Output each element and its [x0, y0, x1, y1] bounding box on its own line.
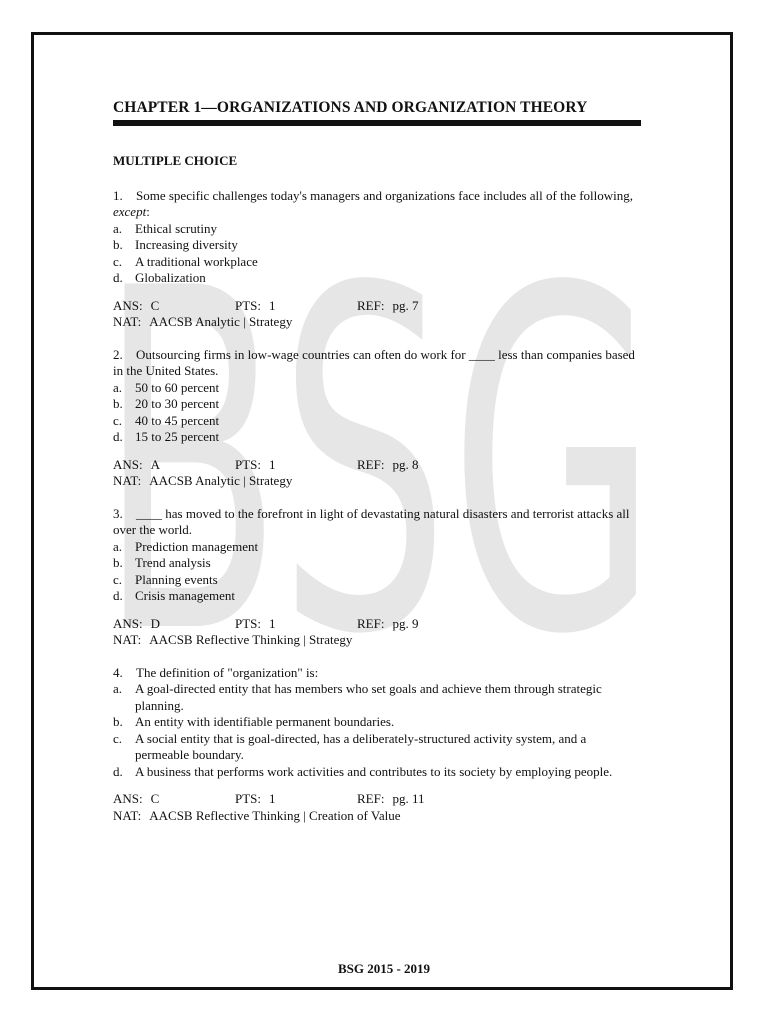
option-a: [113, 539, 643, 556]
option-text: Prediction management: [135, 538, 259, 554]
answer-row: [113, 616, 643, 633]
option-letter: a.: [113, 220, 123, 236]
option-c: [113, 572, 643, 589]
answer-meta: [113, 298, 643, 331]
question-stem: [113, 665, 643, 682]
option-letter: b.: [113, 555, 123, 570]
option-letter: b.: [113, 396, 123, 411]
question-number: 2.: [113, 346, 123, 362]
option-text: Ethical scrutiny: [135, 220, 217, 236]
question-list: [113, 188, 643, 825]
question-text: Outsourcing firms in low-wage countries can often do work for ____ less than companies based in the United States.: [113, 346, 635, 378]
option-text: Trend analysis: [135, 555, 211, 570]
ref-label: REF:: [357, 456, 385, 472]
option-letter: b.: [113, 714, 123, 729]
ans-field: [113, 616, 235, 633]
option-list: [113, 380, 643, 446]
pts-label: PTS:: [235, 791, 262, 806]
option-text: Globalization: [135, 270, 206, 285]
ref-value: pg. 9: [392, 615, 419, 631]
option-letter: d.: [113, 270, 123, 285]
section-heading: MULTIPLE CHOICE: [113, 153, 238, 168]
ref-label: REF:: [357, 791, 385, 806]
option-b: [113, 555, 643, 572]
option-text: 40 to 45 percent: [135, 412, 220, 428]
option-letter: d.: [113, 429, 123, 444]
ans-value: C: [150, 791, 160, 806]
document-body: [113, 98, 643, 824]
nat-row: [113, 473, 643, 490]
option-text: An entity with identifiable permanent boundaries.: [135, 714, 395, 729]
question-stem: [113, 506, 643, 539]
question-text-end: :: [146, 204, 150, 219]
option-b: [113, 237, 643, 254]
ans-value: C: [150, 297, 160, 313]
nat-row: [113, 632, 643, 649]
answer-row: [113, 457, 643, 474]
option-text: Planning events: [135, 571, 218, 587]
pts-label: PTS:: [235, 615, 262, 631]
page-footer: BSG 2015 - 2019: [337, 961, 431, 976]
ans-field: [113, 791, 235, 808]
ref-field: [357, 298, 418, 315]
ref-field: [357, 457, 418, 474]
option-d: [113, 270, 643, 287]
option-list: [113, 681, 643, 780]
question-emphasis: except: [113, 204, 147, 219]
question-number: 1.: [113, 187, 123, 203]
option-text: A goal-directed entity that has members who set goals and achieve them through strategic planning.: [135, 681, 602, 713]
option-b: [113, 714, 643, 731]
option-letter: a.: [113, 681, 123, 696]
option-c: [113, 731, 643, 764]
answer-meta: [113, 616, 643, 649]
pts-field: [235, 298, 357, 315]
option-a: [113, 221, 643, 238]
ref-value: pg. 8: [392, 456, 419, 472]
option-b: [113, 396, 643, 413]
question-number: 3.: [113, 505, 123, 521]
option-text: Crisis management: [135, 588, 236, 603]
option-letter: a.: [113, 538, 123, 554]
answer-row: [113, 791, 643, 808]
option-letter: d.: [113, 763, 123, 779]
ans-field: [113, 457, 235, 474]
pts-field: [235, 616, 357, 633]
option-d: [113, 429, 643, 446]
nat-value: AACSB Reflective Thinking | Creation of Value: [149, 807, 401, 823]
option-letter: a.: [113, 379, 123, 395]
ref-field: [357, 791, 425, 808]
nat-row: [113, 808, 643, 825]
option-text: A traditional workplace: [135, 253, 258, 269]
ans-value: A: [150, 456, 161, 472]
pts-label: PTS:: [235, 297, 262, 313]
ans-label: ANS:: [113, 615, 143, 631]
ans-value: D: [150, 615, 161, 631]
ref-label: REF:: [357, 297, 385, 313]
ref-label: REF:: [357, 615, 385, 631]
title-rule: [113, 120, 641, 126]
answer-meta: [113, 457, 643, 490]
ans-label: ANS:: [113, 456, 143, 472]
nat-row: [113, 314, 643, 331]
nat-value: AACSB Analytic | Strategy: [149, 473, 293, 488]
option-d: [113, 588, 643, 605]
question-2: [113, 347, 643, 490]
option-c: [113, 254, 643, 271]
pts-label: PTS:: [235, 456, 262, 472]
question-stem: [113, 347, 643, 380]
question-stem: [113, 188, 643, 221]
option-text: Increasing diversity: [135, 237, 238, 252]
option-letter: d.: [113, 588, 123, 603]
ans-label: ANS:: [113, 297, 143, 313]
question-text: ____ has moved to the forefront in light of devastating natural disasters and terrorist attacks all over the world.: [113, 505, 630, 537]
option-text: A business that performs work activities and contributes to its society by employing people.: [135, 763, 613, 779]
nat-value: AACSB Analytic | Strategy: [149, 314, 293, 329]
question-text: The definition of "organization" is:: [136, 664, 319, 680]
nat-label: NAT:: [113, 632, 142, 647]
option-letter: c.: [113, 412, 123, 428]
pts-field: [235, 791, 357, 808]
ref-value: pg. 7: [392, 297, 419, 313]
ref-value: pg. 11: [392, 791, 425, 806]
nat-value: AACSB Reflective Thinking | Strategy: [149, 632, 353, 647]
option-letter: c.: [113, 571, 123, 587]
question-number: 4.: [113, 664, 123, 680]
pts-field: [235, 457, 357, 474]
option-letter: c.: [113, 253, 123, 269]
answer-meta: [113, 791, 643, 824]
question-1: [113, 188, 643, 331]
ans-field: [113, 298, 235, 315]
option-text: 50 to 60 percent: [135, 379, 220, 395]
nat-label: NAT:: [113, 473, 142, 488]
pts-value: 1: [269, 297, 276, 313]
option-text: A social entity that is goal-directed, has a deliberately-structured activity system, and a permeable boundary.: [135, 730, 587, 762]
question-text: Some specific challenges today's managers and organizations face includes all of the following,: [136, 187, 634, 203]
option-list: [113, 539, 643, 605]
watermark-text: BSG: [98, 254, 658, 674]
option-letter: b.: [113, 237, 123, 252]
option-text: 20 to 30 percent: [135, 396, 220, 411]
pts-value: 1: [269, 791, 276, 806]
answer-row: [113, 298, 643, 315]
option-d: [113, 764, 643, 781]
option-letter: c.: [113, 730, 123, 746]
ans-label: ANS:: [113, 791, 143, 806]
option-a: [113, 681, 643, 714]
option-list: [113, 221, 643, 287]
option-a: [113, 380, 643, 397]
question-3: [113, 506, 643, 649]
pts-value: 1: [269, 615, 276, 631]
pts-value: 1: [269, 456, 276, 472]
nat-label: NAT:: [113, 807, 142, 823]
option-c: [113, 413, 643, 430]
chapter-title: CHAPTER 1—ORGANIZATIONS AND ORGANIZATION THEORY: [113, 99, 588, 116]
ref-field: [357, 616, 418, 633]
option-text: 15 to 25 percent: [135, 429, 220, 444]
nat-label: NAT:: [113, 314, 142, 329]
question-4: [113, 665, 643, 825]
